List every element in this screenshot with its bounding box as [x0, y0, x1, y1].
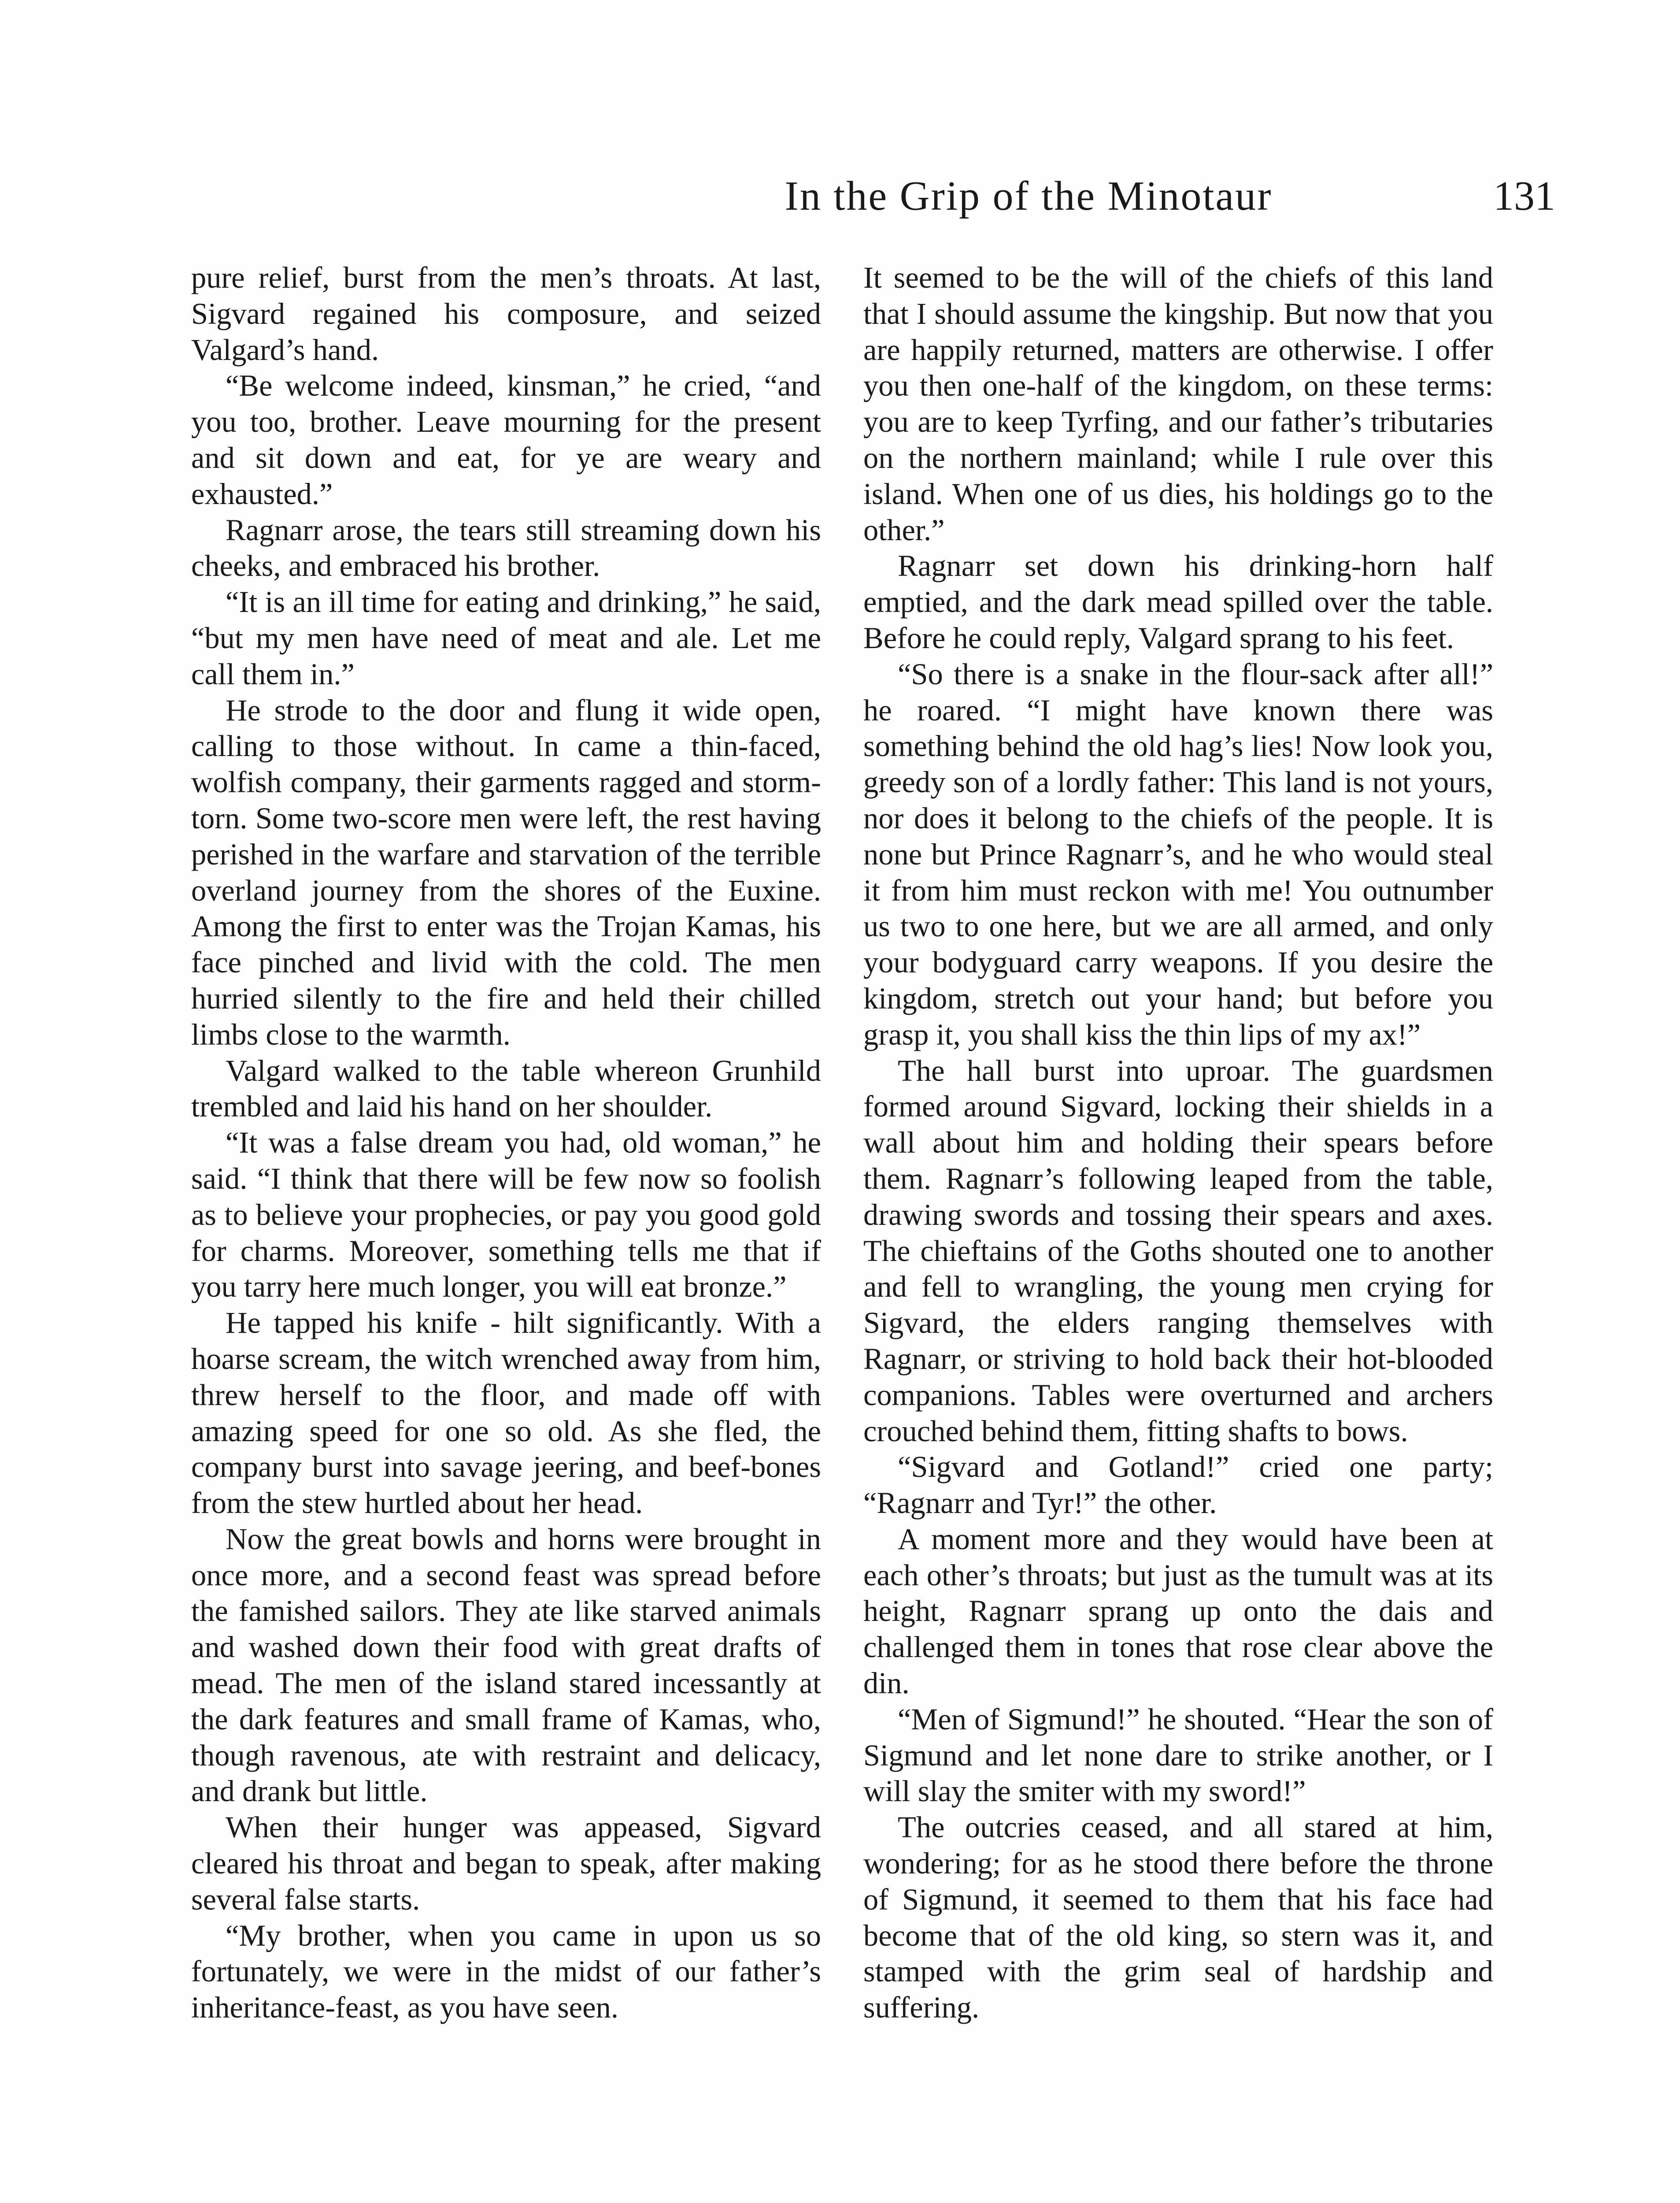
paragraph: pure relief, burst from the men’s throats. At last, Sigvard regained his composure, and seized Valgard’s hand.: [191, 261, 821, 367]
paragraph: “My brother, when you came in upon us so fortunately, we were in the midst of our father’s inheritance-feast, as you have seen.: [191, 1918, 821, 2025]
paragraph: “It was a false dream you had, old woman,” he said. “I think that there will be few now so foolish as to believe your prophecies, or pay you good gold for charms. Moreover, something tells me that if you tarry here much longer, you will eat bronze.”: [191, 1126, 821, 1304]
paragraph: He strode to the door and flung it wide open, calling to those without. In came a thin-faced, wolfish company, their garments ragged and storm-torn. Some two-score men were left, the rest having perished in the warfare and starvation of the terrible overland journey from the shores of the Euxine. Among the first to enter was the Trojan Kamas, his face pinched and livid with the cold. The men hurried silently to the fire and held their chilled limbs close to the warmth.: [191, 693, 821, 1051]
paragraph: A moment more and they would have been at each other’s throats; but just as the tumult was at its height, Ragnarr sprang up onto the dais and challenged them in tones that rose clear above the din.: [863, 1522, 1493, 1700]
right-text-column: [863, 260, 1493, 2203]
paragraph: “So there is a snake in the flour-sack after all!” he roared. “I might have known there was something behind the old hag’s lies! Now look you, greedy son of a lordly father: This land is not yours, nor does it belong to the chiefs of the people. It is none but Prince Ragnarr’s, and he who would steal it from him must reckon with me! You outnumber us two to one here, but we are all armed, and only your bodyguard carry weapons. If you desire the kingdom, stretch out your hand; but before you grasp it, you shall kiss the thin lips of my ax!”: [863, 657, 1493, 1051]
paragraph: The hall burst into uproar. The guardsmen formed around Sigvard, locking their shields in a wall about him and holding their spears before them. Ragnarr’s following leaped from the table, drawing swords and tossing their spears and axes. The chieftains of the Goths shouted one to another and fell to wrangling, the young men crying for Sigvard, the elders ranging themselves with Ragnarr, or striving to hold back their hot-blooded companions. Tables were overturned and archers crouched behind them, fitting shafts to bows.: [863, 1053, 1493, 1448]
paragraph: “It is an ill time for eating and drinking,” he said, “but my men have need of meat and ale. Let me call them in.”: [191, 585, 821, 691]
paragraph: He tapped his knife - hilt significantly. With a hoarse scream, the witch wrenched away from him, threw herself to the floor, and made off with amazing speed for one so old. As she fled, the company burst into savage jeering, and beef-bones from the stew hurtled about her head.: [191, 1306, 821, 1520]
page-number: 131: [1493, 173, 1555, 219]
paragraph: Ragnarr arose, the tears still streaming down his cheeks, and embraced his brother.: [191, 513, 821, 583]
paragraph: “Be welcome indeed, kinsman,” he cried, “and you too, brother. Leave mourning for the present and sit down and eat, for ye are weary and exhausted.”: [191, 369, 821, 511]
paragraph: The outcries ceased, and all stared at him, wondering; for as he stood there before the throne of Sigmund, it seemed to them that his face had become that of the old king, so stern was it, and stamped with the grim seal of hardship and suffering.: [863, 1810, 1493, 2025]
paragraph: “Men of Sigmund!” he shouted. “Hear the son of Sigmund and let none dare to strike another, or I will slay the smiter with my sword!”: [863, 1702, 1493, 1808]
running-header: [522, 170, 1535, 231]
page-title: In the Grip of the Minotaur: [784, 173, 1273, 219]
left-text-column: [191, 260, 821, 2203]
paragraph: Now the great bowls and horns were brought in once more, and a second feast was spread before the famished sailors. They ate like starved animals and washed down their food with great drafts of mead. The men of the island stared incessantly at the dark features and small frame of Kamas, who, though ravenous, ate with restraint and delicacy, and drank but little.: [191, 1522, 821, 1808]
paragraph: “Sigvard and Gotland!” cried one party; “Ragnarr and Tyr!” the other.: [863, 1450, 1493, 1520]
paragraph: Ragnarr set down his drinking-horn half emptied, and the dark mead spilled over the table. Before he could reply, Valgard sprang to his feet.: [863, 549, 1493, 655]
paragraph: When their hunger was appeased, Sigvard cleared his throat and began to speak, after making several false starts.: [191, 1810, 821, 1916]
paragraph: It seemed to be the will of the chiefs of this land that I should assume the kingship. But now that you are happily returned, matters are otherwise. I offer you then one-half of the kingdom, on these terms: you are to keep Tyrfing, and our father’s tributaries on the northern mainland; while I rule over this island. When one of us dies, his holdings go to the other.”: [863, 261, 1493, 547]
paragraph: Valgard walked to the table whereon Grunhild trembled and laid his hand on her shoulder.: [191, 1053, 821, 1124]
